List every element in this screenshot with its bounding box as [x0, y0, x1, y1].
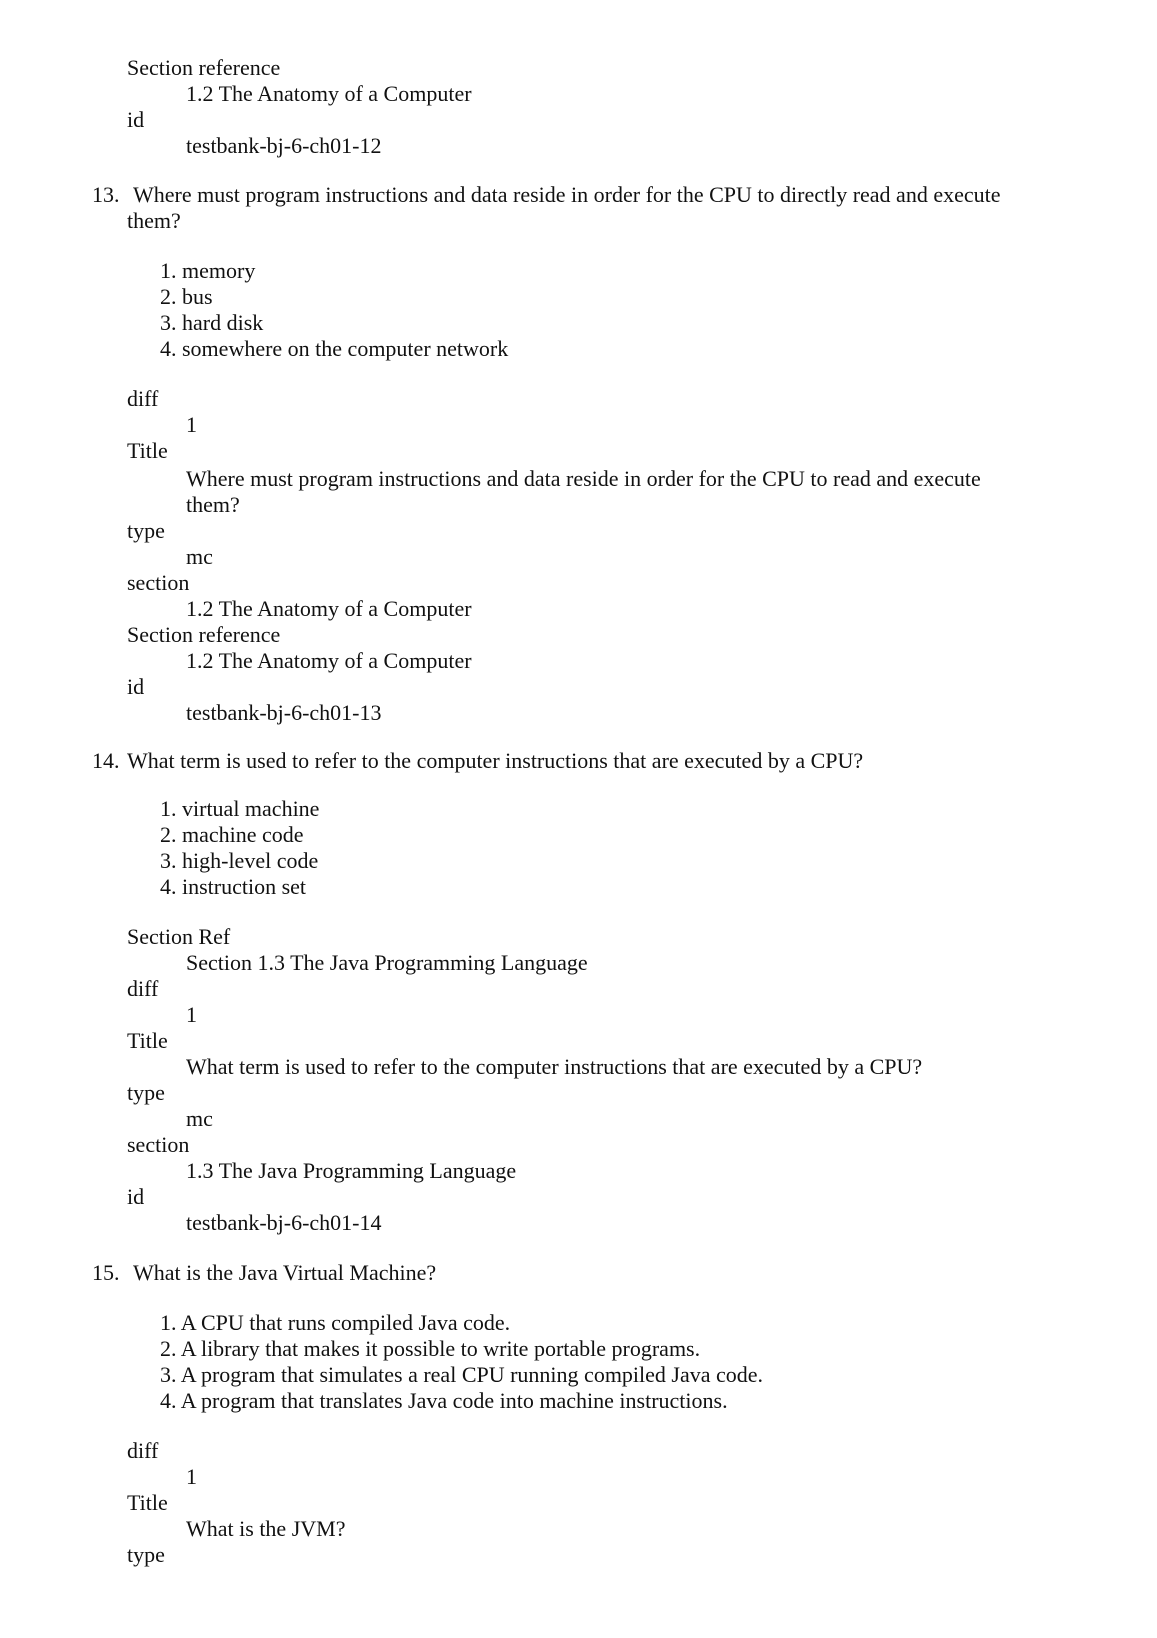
meta-label-title: Title — [127, 1028, 168, 1053]
meta-label-id: id — [127, 1184, 145, 1209]
meta-label-diff: diff — [127, 1438, 159, 1463]
meta-label-id: id — [127, 674, 145, 699]
answer-option: 4. instruction set — [160, 874, 307, 899]
meta-value-id: testbank-bj-6-ch01-12 — [186, 133, 382, 158]
meta-value-type: mc — [186, 544, 213, 569]
meta-label-type: type — [127, 1080, 165, 1105]
answer-option: 4. somewhere on the computer network — [160, 336, 509, 361]
answer-option: 3. hard disk — [160, 310, 264, 335]
meta-label-section: section — [127, 570, 190, 595]
question-text: What term is used to refer to the computer instructions that are executed by a CPU? — [127, 748, 864, 773]
meta-label-diff: diff — [127, 386, 159, 411]
question-text: What is the Java Virtual Machine? — [133, 1260, 437, 1285]
question-number: 14. — [92, 748, 120, 773]
meta-value-section: 1.2 The Anatomy of a Computer — [186, 596, 472, 621]
meta-value-section-reference: 1.2 The Anatomy of a Computer — [186, 648, 472, 673]
meta-value-title-continued: them? — [186, 492, 240, 517]
meta-value-diff: 1 — [186, 1002, 197, 1027]
meta-label-section-ref: Section Ref — [127, 924, 231, 949]
answer-option: 1. memory — [160, 258, 256, 283]
meta-value-section-ref: Section 1.3 The Java Programming Language — [186, 950, 588, 975]
meta-label-diff: diff — [127, 976, 159, 1001]
meta-label-title: Title — [127, 1490, 168, 1515]
question-number: 13. — [92, 182, 120, 207]
question-text: Where must program instructions and data reside in order for the CPU to directly read and execute — [133, 182, 1001, 207]
answer-option: 4. A program that translates Java code into machine instructions. — [160, 1388, 728, 1413]
meta-label-id: id — [127, 107, 145, 132]
answer-option: 2. bus — [160, 284, 213, 309]
answer-option: 3. A program that simulates a real CPU running compiled Java code. — [160, 1362, 764, 1387]
meta-value-diff: 1 — [186, 412, 197, 437]
meta-label-title: Title — [127, 438, 168, 463]
meta-value-diff: 1 — [186, 1464, 197, 1489]
meta-value-title: Where must program instructions and data reside in order for the CPU to read and execute — [186, 466, 981, 491]
answer-option: 2. A library that makes it possible to write portable programs. — [160, 1336, 701, 1361]
question-text-continued: them? — [127, 208, 181, 233]
meta-label-type: type — [127, 1542, 165, 1567]
meta-label-section: section — [127, 1132, 190, 1157]
meta-label-type: type — [127, 518, 165, 543]
question-number: 15. — [92, 1260, 120, 1285]
meta-value-id: testbank-bj-6-ch01-14 — [186, 1210, 382, 1235]
answer-option: 2. machine code — [160, 822, 304, 847]
answer-option: 1. virtual machine — [160, 796, 320, 821]
meta-value-title: What term is used to refer to the computer instructions that are executed by a CPU? — [186, 1054, 923, 1079]
meta-label-section-reference: Section reference — [127, 622, 281, 647]
meta-value-section-reference: 1.2 The Anatomy of a Computer — [186, 81, 472, 106]
answer-option: 3. high-level code — [160, 848, 319, 873]
meta-value-id: testbank-bj-6-ch01-13 — [186, 700, 382, 725]
answer-option: 1. A CPU that runs compiled Java code. — [160, 1310, 511, 1335]
meta-value-type: mc — [186, 1106, 213, 1131]
meta-label-section-reference: Section reference — [127, 55, 281, 80]
meta-value-title: What is the JVM? — [186, 1516, 346, 1541]
meta-value-section: 1.3 The Java Programming Language — [186, 1158, 517, 1183]
